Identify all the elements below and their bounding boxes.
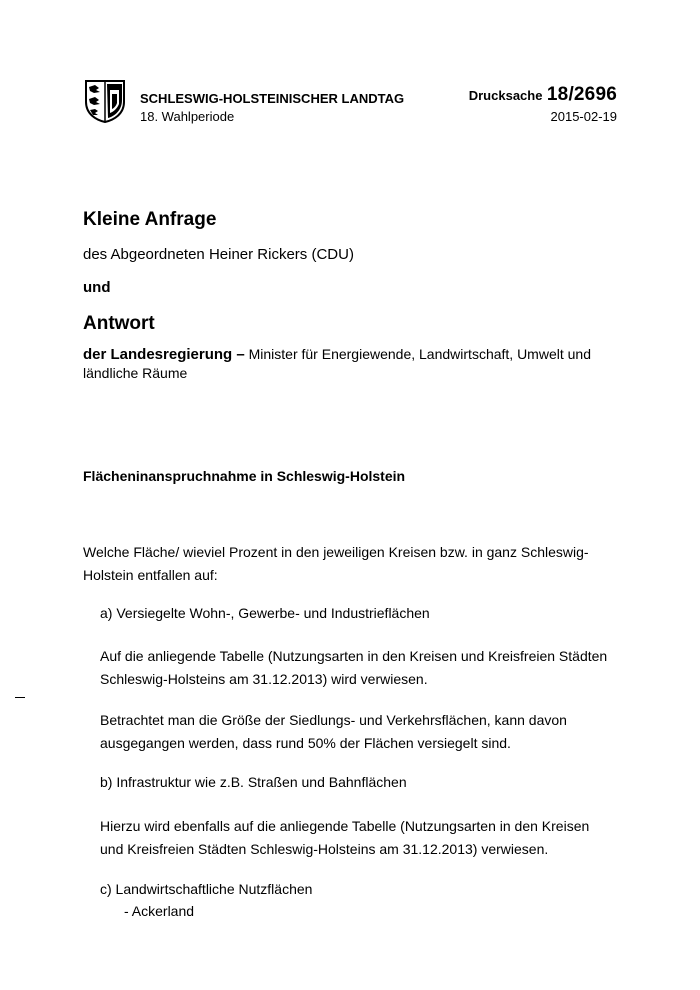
landes-ministry: Minister für Energiewende, Landwirtschaft, Umwelt und ländliche Räume <box>83 346 591 381</box>
question-text: Welche Fläche/ wieviel Prozent in den jeweiligen Kreisen bzw. in ganz Schleswig-Holstein entfallen auf: <box>83 544 589 583</box>
drucksache-number: 18/2696 <box>546 84 617 105</box>
topic-heading: Flächeninanspruchnahme in Schleswig-Holstein <box>83 468 406 484</box>
parliament-name: SCHLESWIG-HOLSTEINISCHER LANDTAG <box>140 91 405 106</box>
answer-a-1: Auf die anliegende Tabelle (Nutzungsarten in den Kreisen und Kreisfreien Städten Schleswig-Holsteins am 31.12.2013) wird verwiesen. <box>100 648 608 687</box>
answer-a-2: Betrachtet man die Größe der Siedlungs- und Verkehrsflächen, kann davon ausgegangen werden, dass rund 50% der Flächen versiegelt sind. <box>100 712 567 751</box>
responding-government <box>83 345 623 382</box>
margin-mark <box>15 697 25 698</box>
drucksache-label: Drucksache <box>468 88 543 103</box>
doc-subtitle-member: des Abgeordneten Heiner Rickers (CDU) <box>83 246 354 263</box>
item-b: b) Infrastruktur wie z.B. Straßen und Bahnflächen <box>100 774 407 790</box>
document-date: 2015-02-19 <box>550 109 617 124</box>
doc-connector-und: und <box>83 279 111 296</box>
drucksache-block <box>469 84 617 106</box>
item-c-sub-ackerland: - Ackerland <box>124 903 195 919</box>
answer-b-1: Hierzu wird ebenfalls auf die anliegende Tabelle (Nutzungsarten in den Kreisen und Kreisfreien Städten Schleswig-Holsteins am 31.12.2013) verwiesen. <box>100 818 590 857</box>
landes-bold: der Landesregierung – <box>83 346 245 363</box>
item-a: a) Versiegelte Wohn-, Gewerbe- und Industrieflächen <box>100 605 430 621</box>
doc-title-kleine-anfrage: Kleine Anfrage <box>83 209 217 230</box>
electoral-period: 18. Wahlperiode <box>140 109 235 124</box>
schleswig-holstein-crest-icon <box>83 78 127 124</box>
item-c: c) Landwirtschaftliche Nutzflächen <box>100 881 313 897</box>
doc-title-antwort: Antwort <box>83 313 155 334</box>
